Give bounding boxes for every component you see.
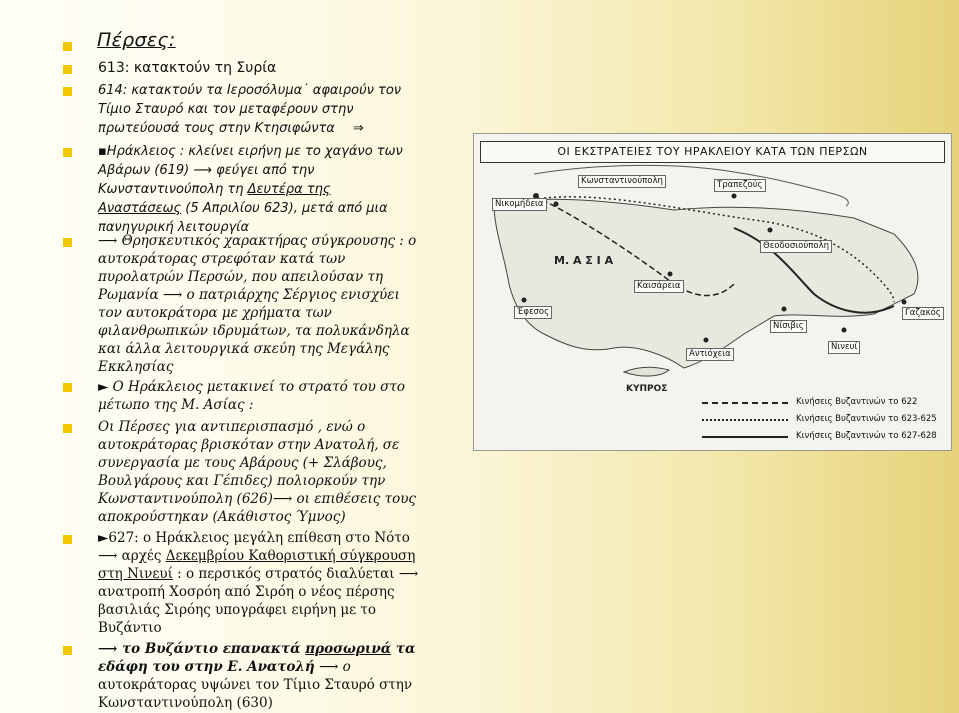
- text-line: 614: κατακτούν τα Ιεροσόλυμα˙ αφαιρούν τον: [98, 83, 402, 98]
- page-title: Πέρσες:: [97, 29, 176, 51]
- text-line: πυρολατρών Περσών, που απειλούσαν τη: [98, 269, 383, 285]
- bullet: [63, 87, 72, 96]
- text-line: Κωνσταντινούπολη τη Δευτέρα της: [98, 182, 331, 197]
- bullet: [63, 148, 72, 157]
- arrow-right-icon: ⟶: [398, 566, 419, 582]
- text-line: αποκρούστηκαν (Ακάθιστος Ύμνος): [98, 509, 346, 525]
- text-line: αυτοκράτορας υψώνει τον Τίμιο Σταυρό στην: [98, 677, 413, 693]
- place-ninevi: Νινευί: [828, 341, 860, 354]
- bullet: [63, 646, 72, 655]
- text-line: ⟶ το Βυζάντιο επανακτά προσωρινά τα: [98, 641, 416, 657]
- bullet: [63, 238, 72, 247]
- arrow-right-icon: ⟶: [319, 659, 339, 675]
- bullet: [63, 383, 72, 392]
- text-line: τον αυτοκράτορα με χρήματα των: [98, 305, 332, 321]
- arrow-right-icon: ⟶: [98, 548, 118, 564]
- arrow-right-icon: ⟶: [98, 641, 118, 657]
- implies-arrow-icon: ⇒: [352, 121, 364, 136]
- place-efesos: Έφεσος: [514, 306, 552, 319]
- bullet: [63, 42, 72, 51]
- text-line: ►627: ο Ηράκλειος μεγάλη επίθεση στο Νότο: [98, 530, 410, 546]
- text-line: ▪Ηράκλειος : κλείνει ειρήνη με το χαγάνο των: [98, 144, 403, 159]
- arrow-right-icon: ⟶: [162, 287, 183, 303]
- text-line: Βουλγάρους και Γέπιδες) πολιορκούν την: [98, 473, 386, 489]
- text-line: ⟶ Θρησκευτικός χαρακτήρας σύγκρουσης : ο: [98, 233, 417, 249]
- text-line: μέτωπο της Μ. Ασίας :: [98, 397, 254, 413]
- bullet: [63, 535, 72, 544]
- text-line: φιλανθρωπικών ιδρυμάτων, τα πολυκάνδηλα: [98, 323, 410, 339]
- text-line: ⟶ αρχές Δεκεμβρίου Καθοριστική σύγκρουση: [98, 548, 416, 564]
- campaign-map: [473, 133, 952, 451]
- arrow-right-icon: ⟶: [272, 491, 293, 507]
- map-title: ΟΙ ΕΚΣΤΡΑΤΕΙΕΣ ΤΟΥ ΗΡΑΚΛΕΙΟΥ ΚΑΤΑ ΤΩΝ ΠΕΡΣΩΝ: [480, 141, 945, 163]
- text-line: Κωνσταντινούπολη (630): [98, 695, 273, 711]
- place-kypros: ΚΥΠΡΟΣ: [626, 384, 668, 394]
- place-gazakos: Γαζακός: [902, 307, 944, 320]
- text-line: Ρωμανία ⟶ ο πατριάρχης Σέργιος ενισχύει: [98, 287, 400, 303]
- place-nisibis: Νίσιβις: [770, 320, 807, 333]
- text-line: Βυζάντιο: [98, 620, 162, 636]
- text-line: Οι Πέρσες για αντιπερισπασμό , ενώ ο: [98, 419, 366, 435]
- bullet: [63, 65, 72, 74]
- text-line: Εκκλησίας: [98, 359, 174, 375]
- legend-item-623-625: Κινήσεις Βυζαντινών το 623-625: [700, 411, 948, 428]
- text-line: ανατροπή Χοσρόη από Σιρόη ο νέος πέρσης: [98, 584, 395, 600]
- text-line: συνεργασία με τους Αβάρους (+ Σλάβους,: [98, 455, 387, 471]
- arrow-right-icon: ⟶: [98, 233, 118, 249]
- text-line: στη Νινευί : ο περσικός στρατός διαλύεται ⟶: [98, 566, 419, 582]
- text-line: Τίμιο Σταυρό και τον μεταφέρουν στην: [98, 102, 354, 117]
- place-konstantinoupoli: Κωνσταντινούπολη: [578, 175, 666, 188]
- text-line: Κωνσταντινούπολη (626)⟶ οι επιθέσεις τους: [98, 491, 416, 507]
- map-legend: [700, 394, 948, 445]
- text-line: Αναστάσεως (5 Απριλίου 623), μετά από μια: [98, 201, 388, 216]
- text-line: εδάφη του στην Ε. Ανατολή ⟶ ο: [98, 659, 351, 675]
- text-line: βασιλιάς Σιρόης υπογράφει ειρήνη με το: [98, 602, 377, 618]
- region-mikra-asia: Μ. Α Σ Ι Α: [554, 254, 614, 267]
- text-line: πρωτεύουσά τους στην Κτησιφώντα ⇒: [98, 121, 364, 136]
- text-line: 613: κατακτούν τη Συρία: [98, 60, 277, 76]
- legend-item-627-628: Κινήσεις Βυζαντινών το 627-628: [700, 428, 948, 445]
- text-line: ► Ο Ηράκλειος μετακινεί το στρατό του στο: [98, 379, 405, 395]
- place-theodosioupoli: Θεοδοσιούπολη: [760, 240, 832, 253]
- place-trapezous: Τραπεζούς: [714, 179, 766, 192]
- play-triangle-icon: ►: [98, 530, 109, 546]
- text-line: πανηγυρική λειτουργία: [98, 220, 250, 235]
- bullet: [63, 424, 72, 433]
- place-nikomideia: Νικομήδεια: [492, 198, 547, 211]
- text-line: αυτοκράτορας βρισκόταν στην Ανατολή, σε: [98, 437, 400, 453]
- text-line: αυτοκράτορας στρεφόταν κατά των: [98, 251, 346, 267]
- legend-item-622: Κινήσεις Βυζαντινών το 622: [700, 394, 948, 411]
- place-antiocheia: Αντιόχεια: [686, 348, 734, 361]
- place-kaisareia: Καισάρεια: [634, 280, 684, 293]
- cyprus-island: [624, 367, 669, 376]
- play-triangle-icon: ►: [98, 379, 109, 395]
- text-line: και άλλα λειτουργικά σκεύη της Μεγάλης: [98, 341, 390, 357]
- text-line: Αβάρων (619) ⟶ φεύγει από την: [98, 163, 315, 178]
- arrow-right-icon: ⟶: [193, 163, 213, 178]
